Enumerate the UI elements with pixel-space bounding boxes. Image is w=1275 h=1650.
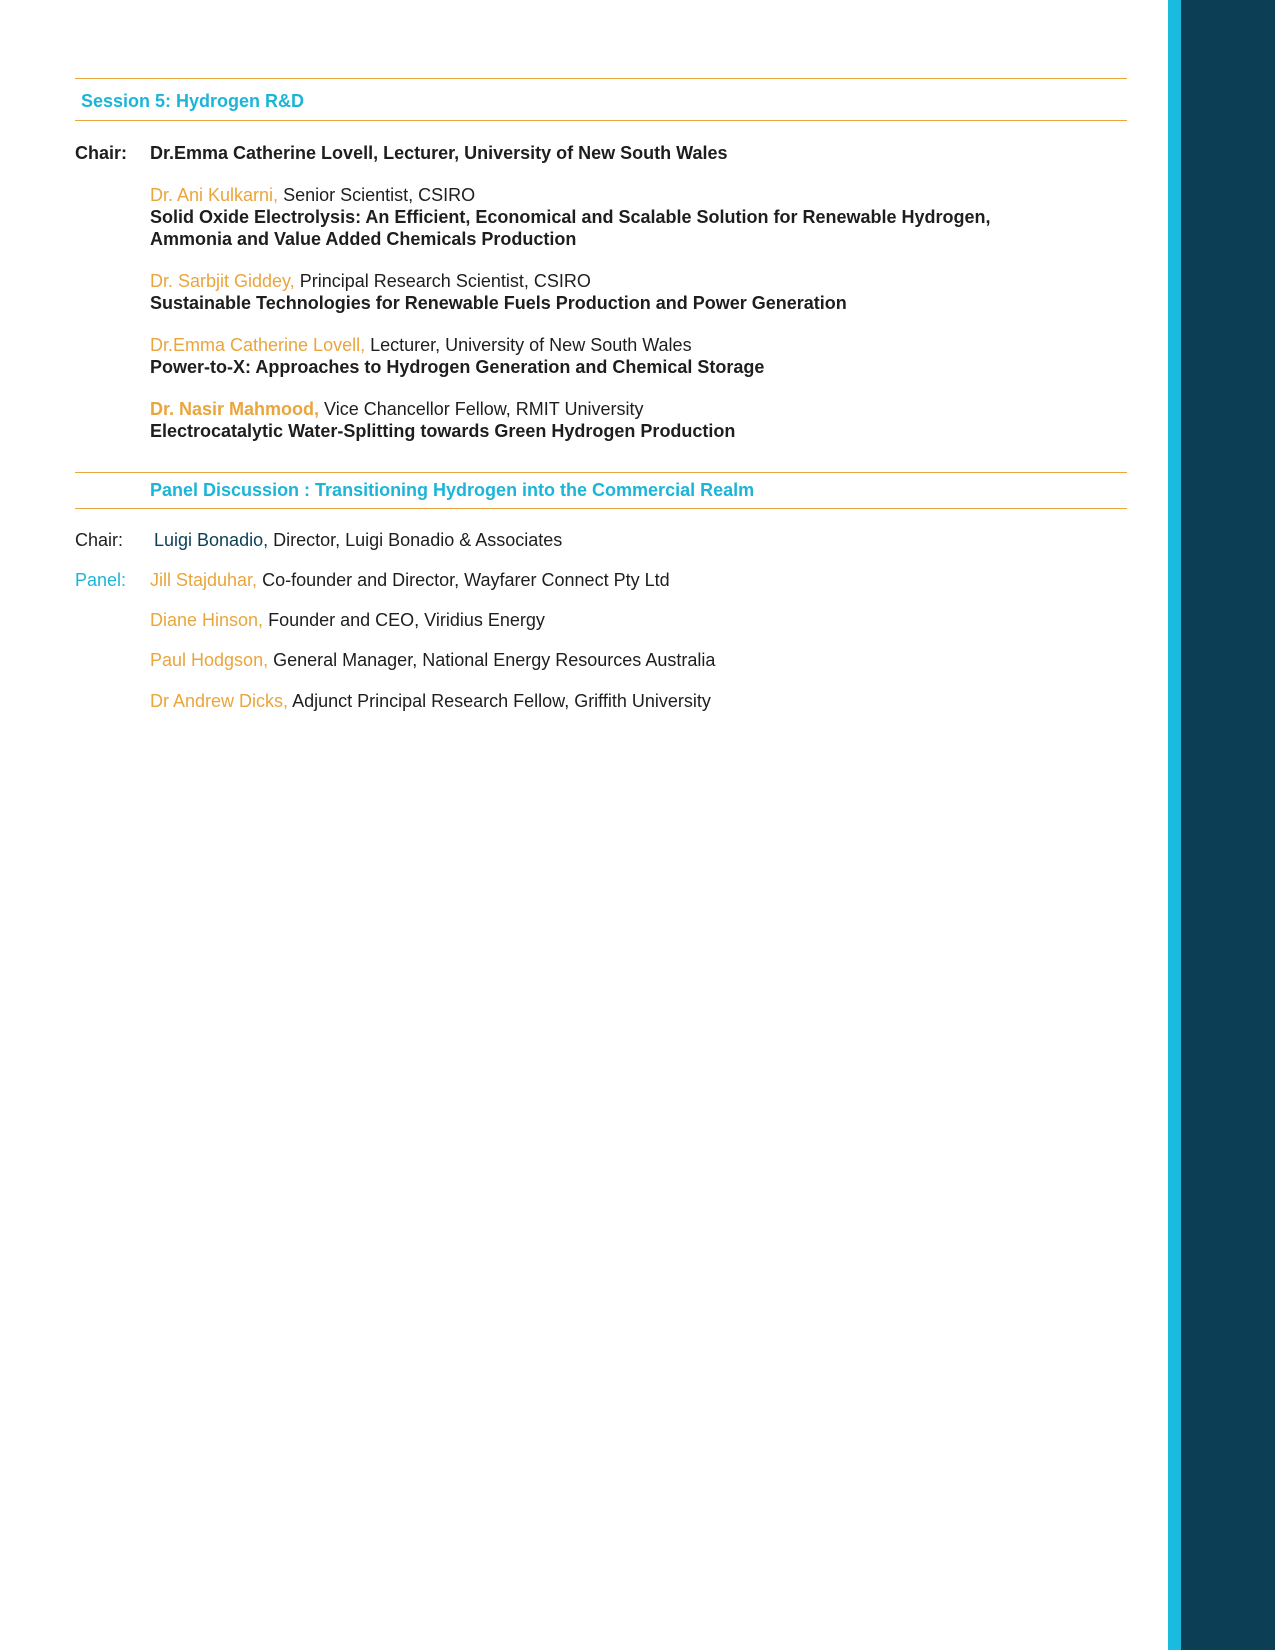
- talk-title: Electrocatalytic Water-Splitting towards Green Hydrogen Production: [150, 421, 736, 441]
- speaker-name: Dr.Emma Catherine Lovell,: [150, 335, 366, 355]
- side-stripe-light: [1168, 0, 1181, 1650]
- panel-member-name: Paul Hodgson,: [150, 650, 269, 670]
- talk-item: [150, 398, 1050, 442]
- talk-title-cont: Ammonia and Value Added Chemicals Production: [150, 229, 577, 249]
- talk-item: [150, 184, 1050, 250]
- panel-chair-label: Chair:: [75, 530, 124, 550]
- talk-item: [150, 334, 1050, 378]
- panel-member-role: General Manager, National Energy Resources Australia: [273, 650, 716, 670]
- panel-member: [150, 570, 670, 591]
- speaker-role: Senior Scientist, CSIRO: [283, 185, 476, 205]
- session-chair-label: Chair:: [75, 143, 128, 163]
- talk-title: Power-to-X: Approaches to Hydrogen Generation and Chemical Storage: [150, 357, 765, 377]
- panel-chair-role: Director, Luigi Bonadio & Associates: [273, 530, 563, 550]
- speaker-name: Dr. Ani Kulkarni,: [150, 185, 279, 205]
- panel-member-name: Jill Stajduhar,: [150, 570, 258, 590]
- panel-member-role: Co-founder and Director, Wayfarer Connect Pty Ltd: [262, 570, 670, 590]
- speaker-name: Dr. Nasir Mahmood,: [150, 399, 320, 419]
- panel-member: [150, 610, 545, 631]
- divider-panel-bottom: [75, 508, 1127, 509]
- talk-item: [150, 270, 1050, 314]
- speaker-role: Lecturer, University of New South Wales: [370, 335, 692, 355]
- speaker-name: Dr. Sarbjit Giddey,: [150, 271, 295, 291]
- speaker-role: Vice Chancellor Fellow, RMIT University: [324, 399, 644, 419]
- panel-member-name: Dr Andrew Dicks,: [150, 691, 289, 711]
- divider-session: [75, 120, 1127, 121]
- side-stripe-dark: [1181, 0, 1275, 1650]
- panel-member: [150, 650, 715, 671]
- session-title: Session 5: Hydrogen R&D: [81, 91, 305, 111]
- panel-title: Panel Discussion : Transitioning Hydrogen into the Commercial Realm: [150, 480, 755, 500]
- talk-title: Solid Oxide Electrolysis: An Efficient, Economical and Scalable Solution for Renewable Hydrogen,: [150, 207, 991, 227]
- talk-title: Sustainable Technologies for Renewable Fuels Production and Power Generation: [150, 293, 847, 313]
- panel-member-name: Diane Hinson,: [150, 610, 264, 630]
- panel-label: Panel:: [75, 570, 127, 590]
- panel-member-role: Adjunct Principal Research Fellow, Griffith University: [292, 691, 711, 711]
- panel-chair-name: Luigi Bonadio,: [154, 530, 269, 550]
- divider-panel-top: [75, 472, 1127, 473]
- panel-chair: [154, 530, 562, 551]
- speaker-role: Principal Research Scientist, CSIRO: [299, 271, 591, 291]
- panel-member: [150, 691, 711, 712]
- divider-top: [75, 78, 1127, 79]
- panel-member-role: Founder and CEO, Viridius Energy: [268, 610, 545, 630]
- session-chair: Dr.Emma Catherine Lovell, Lecturer, University of New South Wales: [150, 143, 728, 163]
